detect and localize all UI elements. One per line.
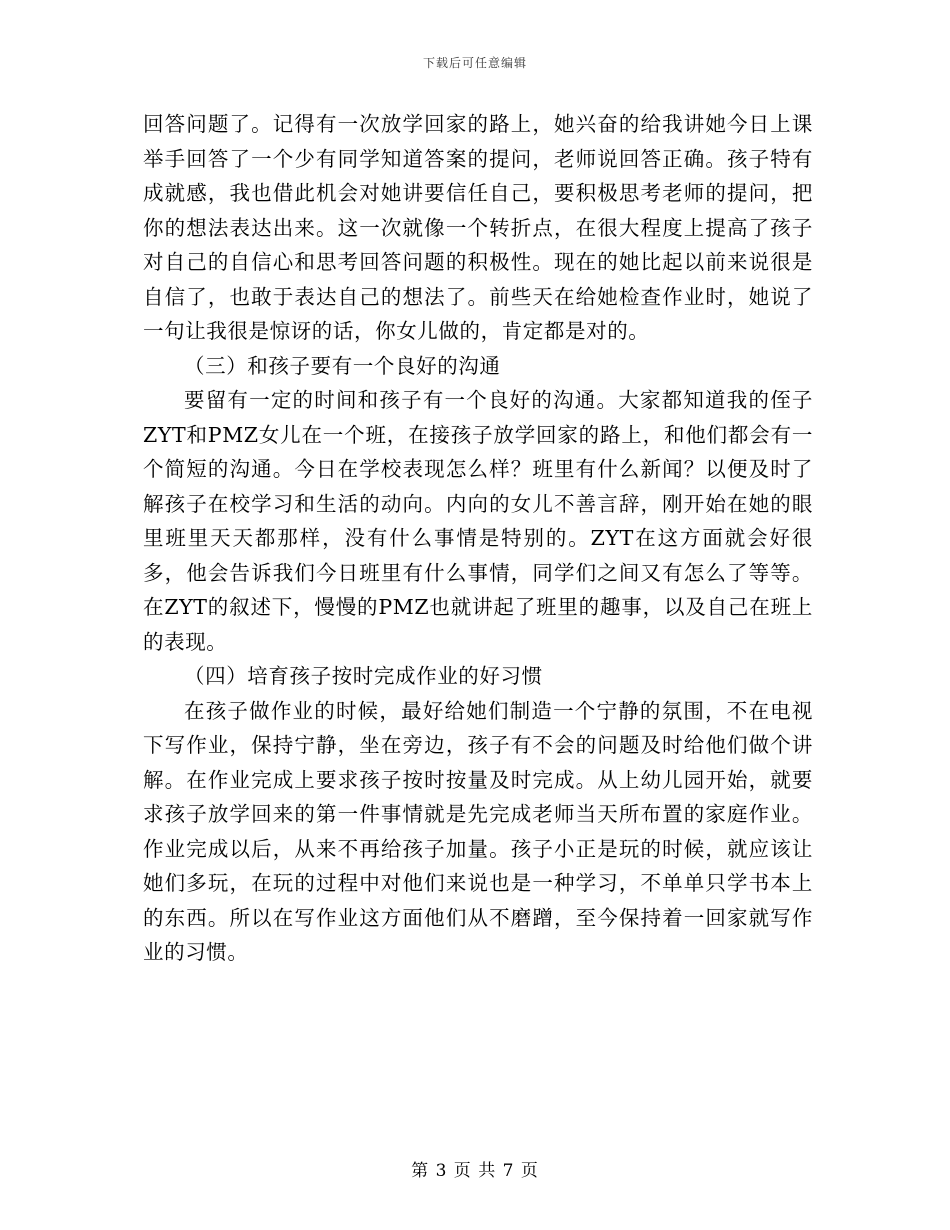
page-header: 下载后可任意编辑 [422, 56, 527, 70]
section-heading-4: （四）培育孩子按时完成作业的好习惯 [184, 664, 543, 688]
paragraph-homework: 在孩子做作业的时候，最好给她们制造一个宁静的氛围，不在电视下写作业，保持宁静，坐在旁边，孩子有不会的问题及时给他们做个讲解。在作业完成上要求孩子按时按量及时完成。从上幼儿园开始，就要求孩子放学回来的第一件事情就是先完成老师当天所布置的家庭作业。作业完成以后，从来不再给孩子加量。孩子小正是玩的时候，就应该让她们多玩，在玩的过程中对他们来说也是一种学习，不单单只学书本上的东西。所以在写作业这方面他们从不磨蹭，至今保持着一回家就写作业的习惯。 [143, 698, 813, 964]
paragraph-communication: 要留有一定的时间和孩子有一个良好的沟通。大家都知道我的侄子ZYT和PMZ女儿在一个班，在接孩子放学回家的路上，和他们都会有一个简短的沟通。今日在学校表现怎么样？班里有什么新闻？以便及时了解孩子在校学习和生活的动向。内向的女儿不善言辞，刚开始在她的眼里班里天天都那样，没有什么事情是特别的。ZYT在这方面就会好很多，他会告诉我们今日班里有什么事情，同学们之间又有怎么了等等。在ZYT的叙述下，慢慢的PMZ也就讲起了班里的趣事，以及自己在班上的表现。 [143, 388, 813, 654]
document-body [143, 107, 813, 970]
paragraph-continuation: 回答问题了。记得有一次放学回家的路上，她兴奋的给我讲她今日上课举手回答了一个少有同学知道答案的提问，老师说回答正确。孩子特有成就感，我也借此机会对她讲要信任自己，要积极思考老师的提问，把你的想法表达出来。这一次就像一个转折点，在很大程度上提高了孩子对自己的自信心和思考回答问题的积极性。现在的她比起以前来说很是自信了，也敢于表达自己的想法了。前些天在给她检查作业时，她说了一句让我很是惊讶的话，你女儿做的，肯定都是对的。 [143, 112, 813, 343]
section-heading-3: （三）和孩子要有一个良好的沟通 [184, 353, 501, 378]
page-footer: 第 3 页 共 7 页 [411, 1161, 539, 1181]
